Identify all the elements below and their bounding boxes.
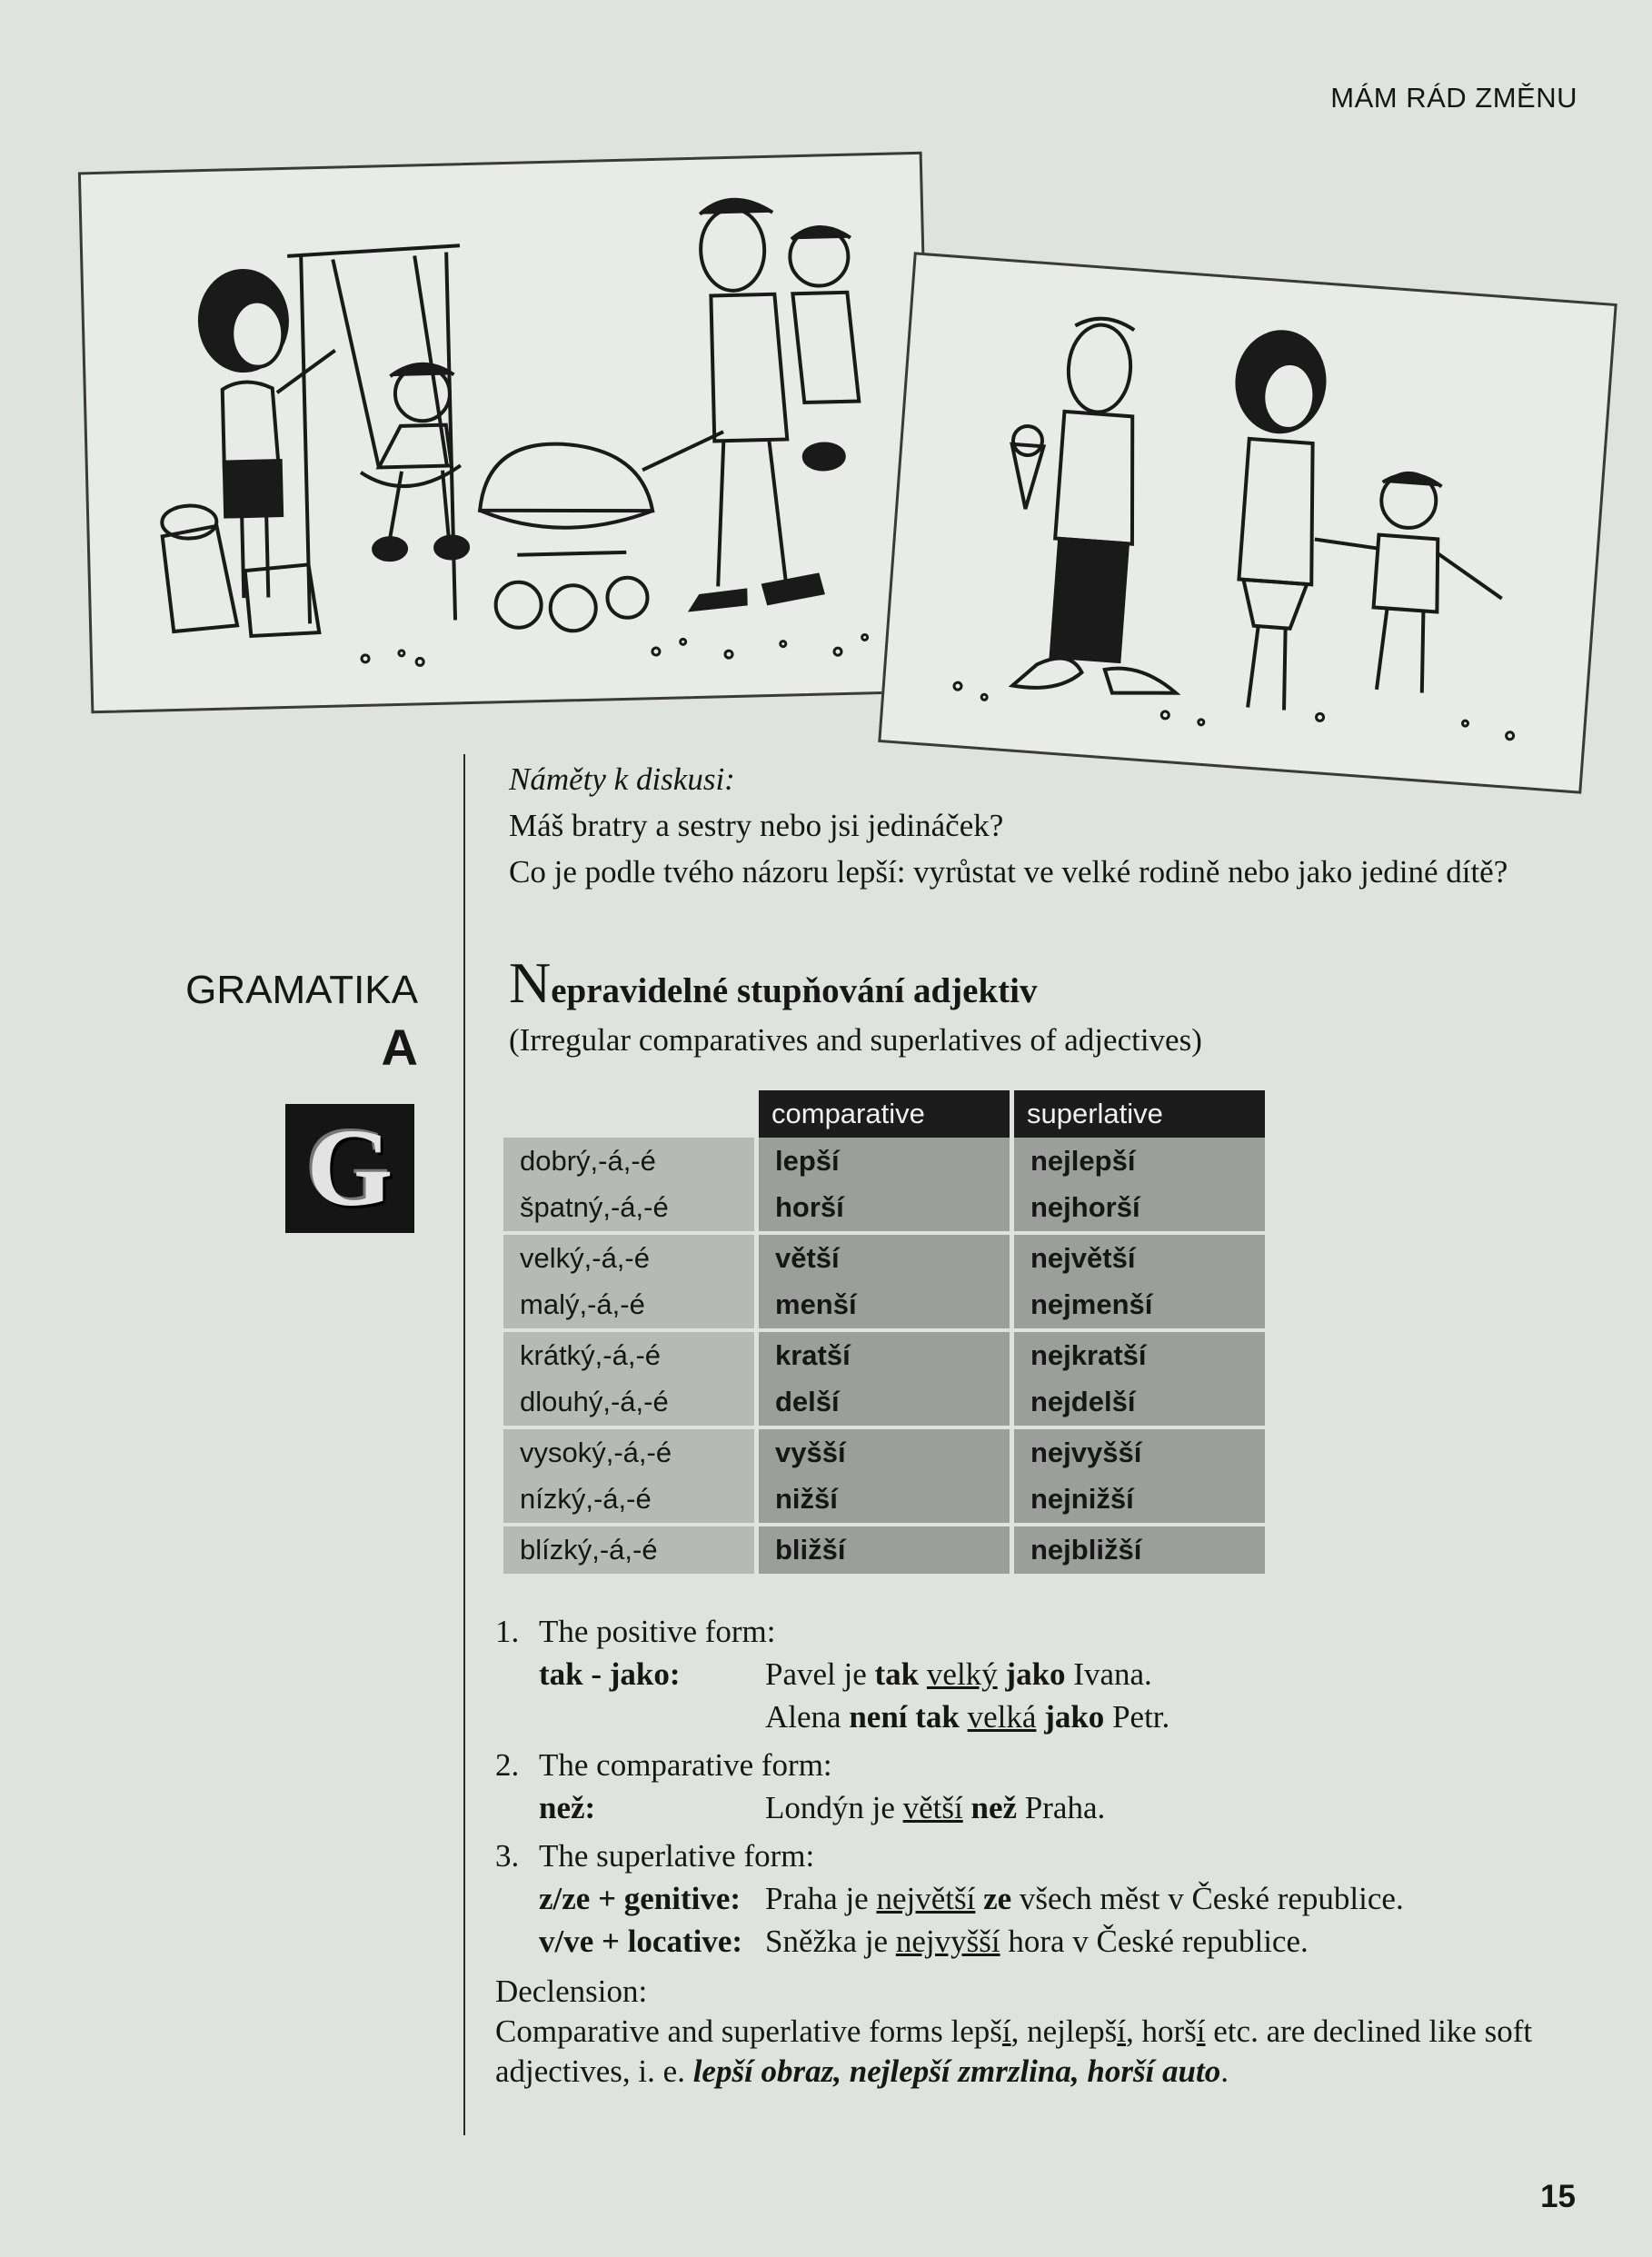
rule-example: [495, 1920, 1586, 1963]
text-run: Sněžka je: [765, 1924, 896, 1959]
text-run: Praha je: [765, 1881, 877, 1916]
text-run-bold: není tak: [849, 1699, 960, 1735]
table-row: [503, 1138, 1265, 1185]
declension-title: Declension:: [495, 1974, 648, 2009]
rule-key: tak - jako:: [539, 1656, 681, 1692]
positive-cell: špatný,-á,-é: [503, 1185, 759, 1236]
text-run-bold: jako: [1005, 1656, 1066, 1692]
superlative-cell: nejnižší: [1014, 1476, 1265, 1527]
comparative-cell: lepší: [759, 1138, 1014, 1185]
discussion-question: Co je podle tvého názoru lepší: vyrůstat ve velké rodině nebo jako jediné dítě?: [509, 854, 1508, 890]
superlative-cell: nejkratší: [1014, 1332, 1265, 1379]
comparative-cell: delší: [759, 1379, 1014, 1430]
grammar-subtitle: (Irregular comparatives and superlatives of adjectives): [509, 1022, 1202, 1058]
text-run-underlined: velký: [926, 1656, 998, 1692]
text-run: [975, 1881, 983, 1916]
grammar-title-dropcap: N: [509, 950, 552, 1015]
superlative-cell: nejmenší: [1014, 1282, 1265, 1333]
rule-key-empty: [495, 1695, 765, 1738]
positive-cell: malý,-á,-é: [503, 1282, 759, 1333]
text-run: , nejlepš: [1010, 2013, 1118, 2049]
text-run: Pavel je: [765, 1656, 875, 1692]
comparative-cell: menší: [759, 1282, 1014, 1333]
text-run-underlined: největší: [876, 1881, 976, 1916]
grammar-badge-letter: G: [306, 1107, 393, 1229]
table-row: [503, 1235, 1265, 1282]
positive-cell: vysoký,-á,-é: [503, 1429, 759, 1476]
text-run: [1036, 1699, 1044, 1735]
page-number: 15: [1540, 2179, 1576, 2214]
rule-title-text: The positive form:: [539, 1614, 776, 1649]
text-run: , horš: [1126, 2013, 1197, 2049]
comparative-cell: kratší: [759, 1332, 1014, 1379]
grammar-heading: [509, 950, 1581, 1060]
comparative-cell: horší: [759, 1185, 1014, 1236]
text-run-bold: než: [970, 1790, 1018, 1825]
text-run-underlined: í: [1001, 2013, 1011, 2049]
section-letter: A: [381, 1019, 418, 1076]
table-header-row: [503, 1090, 1265, 1138]
playground-cartoon-drawing: [81, 154, 932, 711]
rule-key: než:: [539, 1790, 596, 1825]
rule-title-text: The comparative form:: [539, 1747, 832, 1783]
rule-number: 2.: [495, 1747, 520, 1783]
rule-example: [495, 1695, 1586, 1738]
text-run: .: [1220, 2053, 1229, 2089]
rule-title-text: The superlative form:: [539, 1838, 815, 1874]
rule-example-sentence: [765, 1877, 1586, 1920]
superlative-cell: největší: [1014, 1235, 1265, 1282]
positive-cell: velký,-á,-é: [503, 1235, 759, 1282]
text-run-underlined: velká: [967, 1699, 1037, 1735]
table-row: [503, 1429, 1265, 1476]
rule-example-sentence: [765, 1695, 1586, 1738]
table-row: [503, 1282, 1265, 1333]
grammar-badge-icon: [285, 1104, 414, 1233]
positive-cell: krátký,-á,-é: [503, 1332, 759, 1379]
table-header-superlative: superlative: [1014, 1090, 1265, 1138]
grammar-title: [509, 950, 1581, 1020]
text-run: [963, 1790, 971, 1825]
text-run: Londýn je: [765, 1790, 903, 1825]
table-row: [503, 1476, 1265, 1527]
rule-example: [495, 1877, 1586, 1920]
rule-number: 3.: [495, 1838, 520, 1874]
comparative-cell: nižší: [759, 1476, 1014, 1527]
text-run: [919, 1656, 927, 1692]
text-run-italic: lepší obraz, nejlepší zmrzlina, horší auto: [692, 2053, 1221, 2089]
comparative-cell: bližší: [759, 1526, 1014, 1574]
text-run-bold: ze: [983, 1881, 1012, 1916]
rule-example-sentence: [765, 1920, 1586, 1963]
column-divider: [463, 754, 465, 2135]
positive-cell: dobrý,-á,-é: [503, 1138, 759, 1185]
family-walk-cartoon-drawing: [881, 255, 1614, 791]
superlative-cell: nejhorší: [1014, 1185, 1265, 1236]
comparative-cell: vyšší: [759, 1429, 1014, 1476]
rule-title: [495, 1834, 1586, 1877]
rule-key: z/ze + genitive:: [539, 1881, 741, 1916]
discussion-title: Náměty k diskusi:: [509, 761, 735, 797]
table-row: [503, 1332, 1265, 1379]
rule-example: [495, 1653, 1586, 1695]
text-run: Praha.: [1017, 1790, 1106, 1825]
positive-cell: dlouhý,-á,-é: [503, 1379, 759, 1430]
rules-block: [495, 1610, 1586, 2092]
comparative-cell: větší: [759, 1235, 1014, 1282]
text-run: všech měst v České republice.: [1011, 1881, 1404, 1916]
rule-example-sentence: [765, 1653, 1586, 1695]
rule-number: 1.: [495, 1614, 520, 1649]
text-run-underlined: í: [1117, 2013, 1127, 2049]
grammar-title-rest: epravidelné stupňování adjektiv: [551, 971, 1038, 1010]
superlative-cell: nejbližší: [1014, 1526, 1265, 1574]
table-row: [503, 1526, 1265, 1574]
running-head: MÁM RÁD ZMĚNU: [1330, 82, 1577, 114]
rule-title: [495, 1610, 1586, 1653]
text-run-bold: tak: [874, 1656, 920, 1692]
text-run: hora v České republice.: [1000, 1924, 1309, 1959]
text-run: Ivana.: [1065, 1656, 1152, 1692]
discussion-block: [509, 756, 1581, 895]
text-run-underlined: nejvyšší: [895, 1924, 1000, 1959]
table-row: [503, 1185, 1265, 1236]
declension-block: [495, 1972, 1586, 2092]
section-label: GRAMATIKA: [185, 968, 418, 1012]
text-run: etc. are declined like soft adjectives, i. e.: [495, 2013, 1533, 2089]
text-run-underlined: větší: [902, 1790, 963, 1825]
rule-example: [495, 1786, 1586, 1829]
table-header-blank: [503, 1090, 759, 1138]
illustration-playground: [78, 152, 935, 714]
positive-cell: nízký,-á,-é: [503, 1476, 759, 1527]
table-row: [503, 1379, 1265, 1430]
text-run-underlined: í: [1196, 2013, 1206, 2049]
superlative-cell: nejdelší: [1014, 1379, 1265, 1430]
declension-text: [495, 2012, 1586, 2092]
rule-key: v/ve + locative:: [539, 1924, 743, 1959]
discussion-question: Máš bratry a sestry nebo jsi jedináček?: [509, 808, 1004, 843]
rule-example-sentence: [765, 1786, 1586, 1829]
text-run: Alena: [765, 1699, 850, 1735]
illustration-family-walk: [878, 252, 1617, 793]
text-run: [960, 1699, 968, 1735]
rule-title: [495, 1744, 1586, 1786]
text-run: Petr.: [1104, 1699, 1170, 1735]
positive-cell: blízký,-á,-é: [503, 1526, 759, 1574]
superlative-cell: nejvyšší: [1014, 1429, 1265, 1476]
text-run-bold: jako: [1044, 1699, 1105, 1735]
table-header-comparative: comparative: [759, 1090, 1014, 1138]
superlative-cell: nejlepší: [1014, 1138, 1265, 1185]
text-run: Comparative and superlative forms lepš: [495, 2013, 1002, 2049]
adjectives-table: [503, 1090, 1265, 1574]
